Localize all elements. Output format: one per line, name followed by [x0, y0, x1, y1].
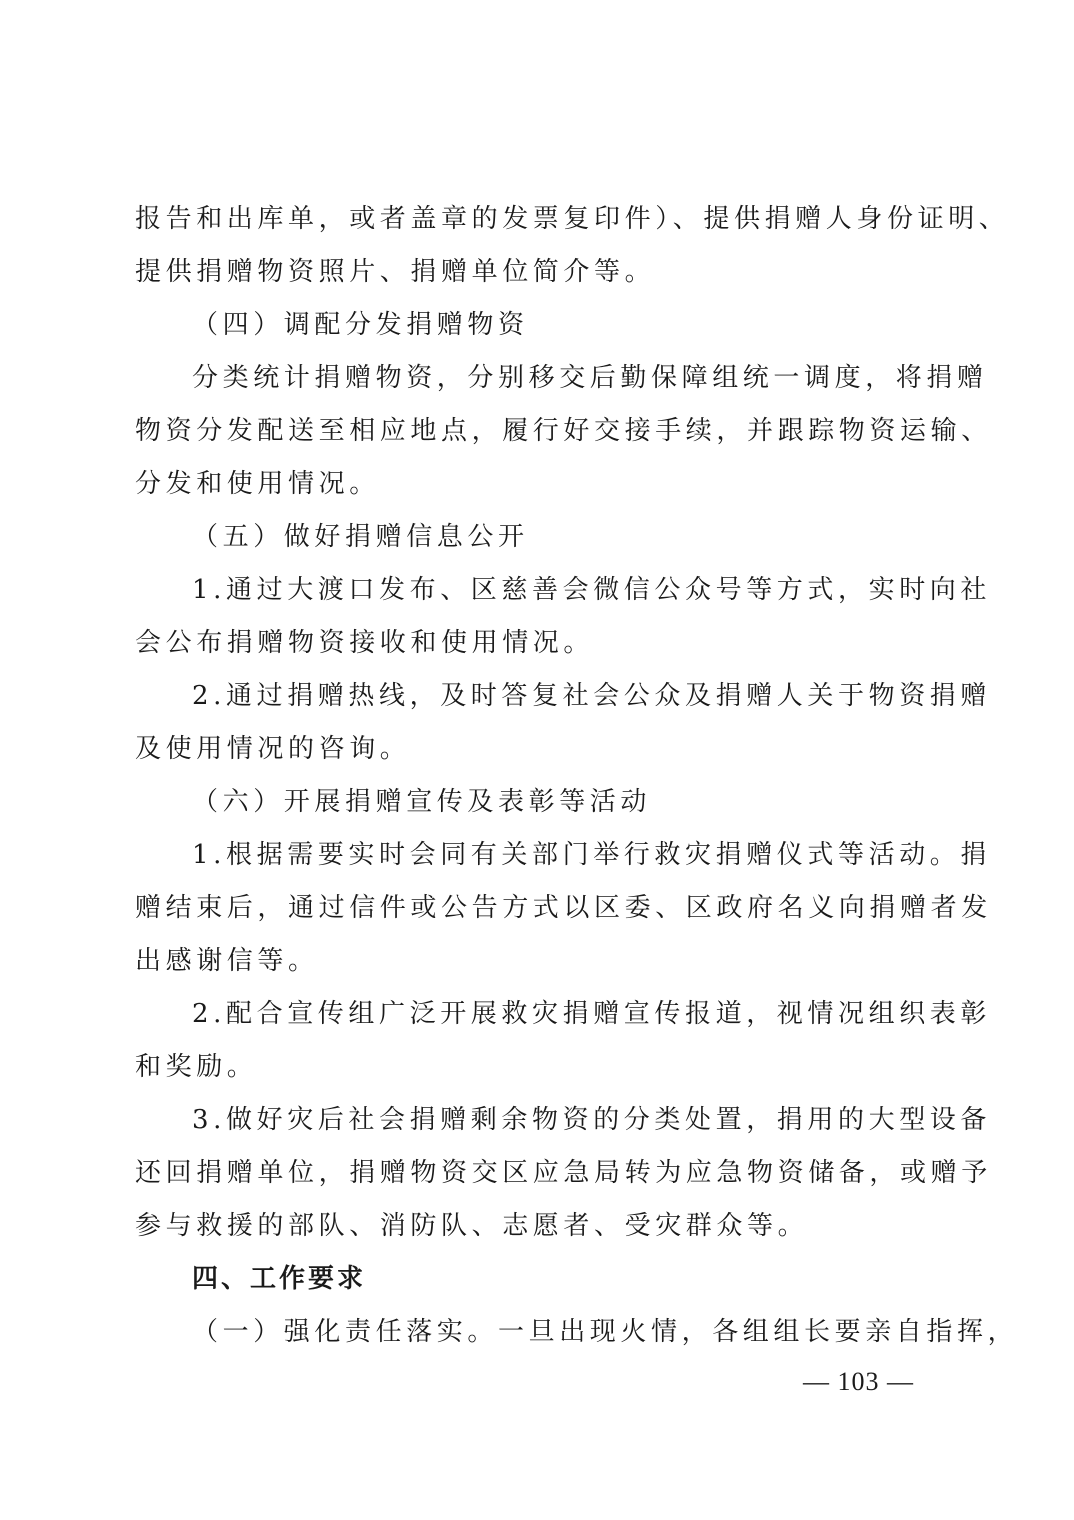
body-text-line: 及使用情况的咨询。 — [135, 734, 411, 764]
body-text-line: 分发和使用情况。 — [135, 469, 380, 499]
subsection-heading: （六）开展捐赠宣传及表彰等活动 — [192, 787, 652, 817]
subsection-heading: （五）做好捐赠信息公开 — [192, 522, 529, 552]
body-text-line: 3.做好灾后社会捐赠剩余物资的分类处置，捐用的大型设备 — [192, 1105, 992, 1135]
body-text-line: 物资分发配送至相应地点，履行好交接手续，并跟踪物资运输、 — [135, 416, 992, 446]
page-number: — 103 — — [803, 1367, 914, 1396]
body-text-line: 1.根据需要实时会同有关部门举行救灾捐赠仪式等活动。捐 — [192, 840, 992, 870]
body-text-line: 和奖励。 — [135, 1052, 258, 1082]
body-text-line: 还回捐赠单位，捐赠物资交区应急局转为应急物资储备，或赠予 — [135, 1158, 992, 1188]
body-text-line: 分类统计捐赠物资，分别移交后勤保障组统一调度，将捐赠 — [192, 363, 988, 393]
body-text-line: 2.通过捐赠热线，及时答复社会公众及捐赠人关于物资捐赠 — [192, 681, 992, 711]
body-text-line: 出感谢信等。 — [135, 946, 319, 976]
body-text-line: （一）强化责任落实。一旦出现火情，各组组长要亲自指挥， — [192, 1317, 1019, 1347]
body-text-line: 提供捐赠物资照片、捐赠单位简介等。 — [135, 257, 656, 287]
body-text-line: 1.通过大渡口发布、区慈善会微信公众号等方式，实时向社 — [192, 575, 992, 605]
body-text-line: 参与救援的部队、消防队、志愿者、受灾群众等。 — [135, 1211, 809, 1241]
body-text-line: 赠结束后，通过信件或公告方式以区委、区政府名义向捐赠者发 — [135, 893, 992, 923]
body-text-line: 会公布捐赠物资接收和使用情况。 — [135, 628, 595, 658]
body-text-line: 报告和出库单，或者盖章的发票复印件）、提供捐赠人身份证明、 — [135, 204, 1010, 234]
section-heading: 四、工作要求 — [192, 1264, 367, 1294]
subsection-heading: （四）调配分发捐赠物资 — [192, 310, 529, 340]
body-text-line: 2.配合宣传组广泛开展救灾捐赠宣传报道，视情况组织表彰 — [192, 999, 992, 1029]
